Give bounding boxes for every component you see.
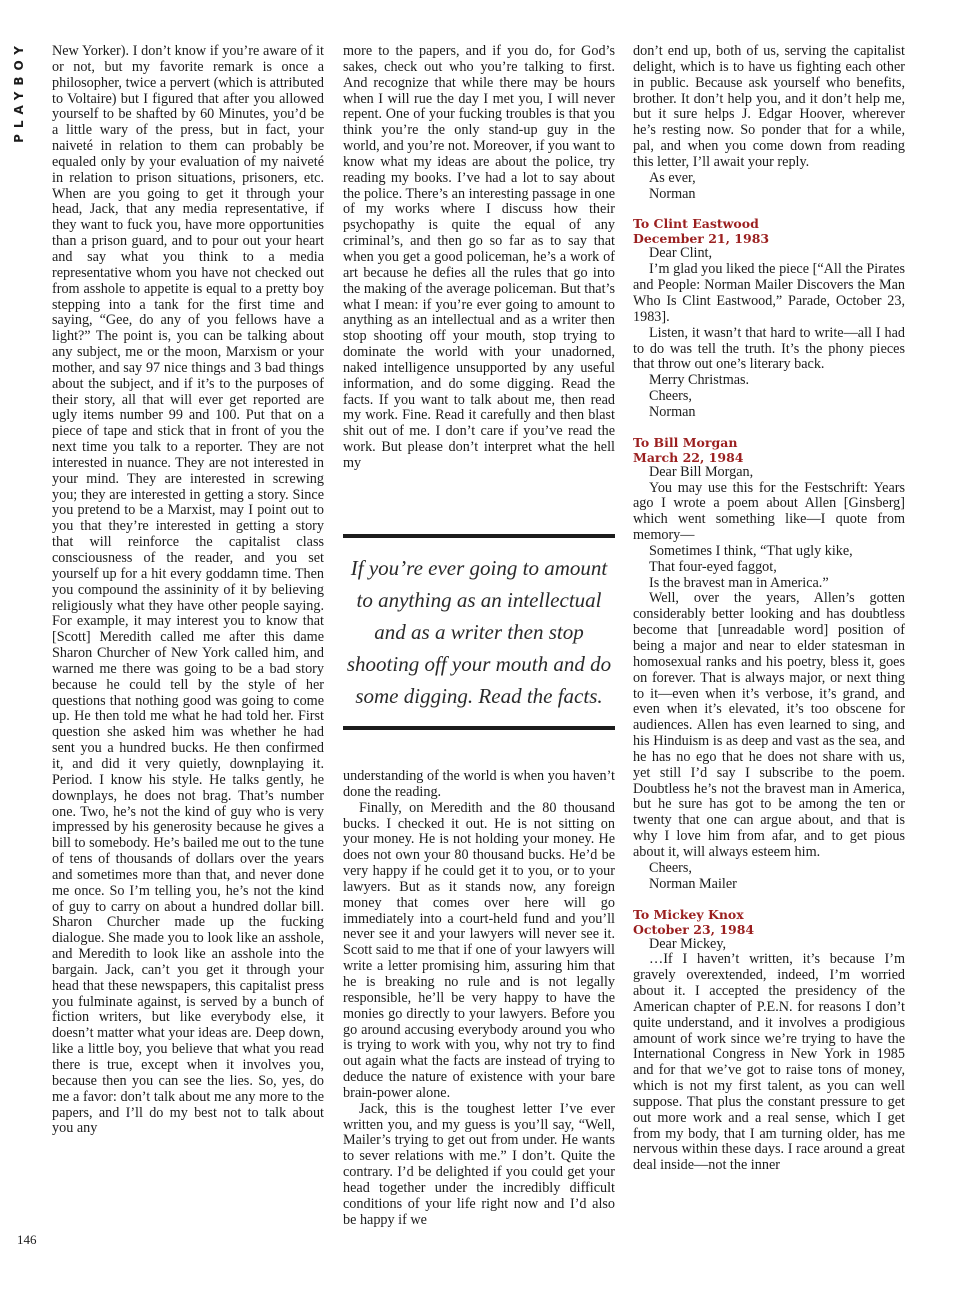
letter-recipient: To Mickey Knox: [633, 906, 744, 922]
letter-recipient: To Bill Morgan: [633, 434, 738, 450]
letter-salutation: Dear Mickey,: [649, 935, 727, 952]
letter-paragraph: You may use this for the Festschrift: Years ago I wrote a poem about Allen [Ginsberg] which went something like—I quote from memory—: [633, 479, 905, 544]
column-3: [633, 44, 905, 1174]
poem-line: That four-eyed faggot,: [649, 558, 777, 575]
letter-paragraph: Merry Christmas.: [649, 372, 750, 389]
letter-date: March 22, 1984: [633, 449, 744, 465]
letter-heading: [633, 216, 905, 246]
letter-heading: [633, 435, 905, 465]
poem-line: Is the bravest man in America.”: [649, 574, 829, 591]
column-2-text: more to the papers, and if you do, for God’s sakes, check out who you’re talking to first. And recognize that while there may be hours when I will rue the day I met you, I will never repent. One of your fucking troubles is that you think you’re the only stand-up guy in the world, and you’re not. Moreover, if you want to know what my ideas are about the police, try reading my books. I’ve had a lot to say about the police. There’s an interesting passage in one of my works where I discuss how their psychopathy is quite the equal of any criminal’s, and then go so far as to say that when you get a good policeman, he’s a work of art because he defies all the rules that go into the making of the average policeman. But that’s what I mean: if you’re ever going to amount to anything as an intellectual and as a writer then stop shooting off your mouth, stop trying to dominate the world with your unadorned, naked intelligence unsupported by any useful information, and do some digging. Read the facts. If you want to talk about me, then read my work. Fine. Read it carefully and then blast shit out of me. I don’t care if you’ve read the work. But please don’t interpret what the hell my: [343, 43, 615, 471]
pull-quote-top-rule: [343, 534, 615, 538]
column-2-continued: [343, 769, 615, 1228]
letter-close: Cheers,: [649, 859, 692, 876]
letter-paragraph: Well, over the years, Allen’s gotten considerably better looking and has doubtless become that [unreadable word] position of being a major and near to elder statesman in homosexual ranks and his poetry, bless it, goes on forever. That is always major, or next thing to it—even when it’s verbose, it’s grand, and even when it’s elevated, it’s too obscene for audiences. Allen has even learned to sing, and his Hinduism is as deep and vast as the sea, and he has no ego that he does not share with us, yet still I’d say I subscribe to the poem. Doubtless he’s not the bravest man in America, but he sure has got to be among the ten or twenty that one can argue about, and that is why I love him from afar, and to get pious about it, will always esteem him.: [633, 590, 905, 860]
pull-quote: [343, 534, 615, 754]
letter-close: Cheers,: [649, 388, 692, 405]
letter-signature: Norman: [649, 403, 696, 420]
column-1-text: New Yorker). I don’t know if you’re aware of it or not, but my favorite remark is once a philosopher, twice a pervert (which is attributed to Voltaire) but I figured that after you allowed yourself to be shafted by 60 Minutes, you’d be a little wary of the press, but in fact, your naiveté in relation to them can probably be equaled only by your evaluation of my naiveté in relation to prison situations, prisoners, etc. When are you going to get it through your head, Jack, that any media representative, if they want to fuck you, have more opportunities than a prison guard, and to pour out your heart and say what you think to a media representative whom you have not checked out from asshole to appetite is equal to a pretty boy stepping into a tank for the first time and saying, “Gee, do any of you fellows have a light?” The point is, you can be talking about any subject, me or the moon, Marxism or your mother, and say 97 nice things and 3 bad things about the subject, and if it’s to the purposes of their story, all that will ever get reported are ugly items number 99 and 100. Put that on a piece of tape and stick that in front of you the next time you talk to a reporter. They are not interested in nuance. They are not interested in your mind. They are interested in screwing you; they are interested in getting a story. Since you pretend to be a Marxist, may I point out to you that they’re interested in getting a story that will reinforce the capitalist class consciousness of the reader, and you set yourself up for a hit every goddamn time. Then you compound the assininity of it by believing religiously what they have other people saying. For example, it may interest you to know that [Scott] Meredith called me after this dame Sharon Churcher of New York called him, and warned me there was going to be a bad story because he could tell by the style of her questions that nothing good was going to come up. He then told me what he had told her. First question she asked him was whether he had sent you a hundred bucks. He then confirmed it, and did it very quietly, downplaying it. Period. I know his style. He talks gently, he downplays, he does not brag. That’s number one. Two, he’s not the kind of guy who is very impressed by his generosity because he gives a bill to somebody. He’s bailed me out to the tune of tens of thousands of dollars over the years and sometimes more than that, and never done me once. So I’m telling you, he’s not the kind of guy to carry on about a hundred dollar bill. Sharon Churcher made up the fucking dialogue. She made you to look like an asshole, and Meredith to look like an asshole into the bargain. Jack, can’t you get it through your head that these newspapers, this capitalist press you fulminate against, is served by a bunch of fiction writers, but like everybody else, it doesn’t matter what your ideas are. Deep down, like a little boy, you believe that what you read there is true, except when it involves you, because then you can see the lies. So, yes, do me a favor: don’t talk about me any more to the papers, and I’ll do my best not to talk about you any: [52, 43, 324, 1137]
column-2-paragraph: Finally, on Meredith and the 80 thousand bucks. I checked it out. He is not sitting on your money. He is not holding your money. He does not own your 80 thousand bucks. He’d be very happy if he could get it to you, or to your lawyers. But as it stands now, any foreign money that comes over here will go immediately into a court-held fund and you’ll never see it and your lawyers will never see it. Scott said to me that if one of your lawyers will write a letter promising him, assuring him that he is breaking no rule and is not legally responsible, he’ll be very happy to have the monies go directly to your lawyers. Before you go around accusing everybody around you who is trying to work with you, why not try to find out again what the facts are instead of trying to deduce the nature of existence with your bare brain-power alone.: [343, 799, 615, 1101]
letter-recipient: To Clint Eastwood: [633, 216, 759, 232]
letter-close: As ever,: [649, 169, 696, 186]
pull-quote-text: If you’re ever going to amount to anything as an intellectual and as a writer then stop shooting off your mouth and do some digging. Read the facts.: [346, 556, 612, 708]
running-head: PLAYBOY: [12, 40, 26, 143]
letter-paragraph: Listen, it wasn’t that hard to write—all I had to do was tell the truth. It’s the phony pieces that throw out one’s literary back.: [633, 324, 905, 373]
letter-heading: [633, 907, 905, 937]
column-1: [52, 44, 324, 1137]
letter-date: October 23, 1984: [633, 921, 755, 937]
column-3-opening: don’t end up, both of us, serving the capitalist delight, which is to have us fighting each other in public. Because ask yourself who benefits, brother. It don’t help you, and it don’t help me, but it sure helps J. Edgar Hoover, wherever he’s resting now. So ponder that for a while, pal, and when you come down from reading this letter, I’ll await your reply.: [633, 43, 905, 170]
letter-paragraph: I’m glad you liked the piece [“All the Pirates and People: Norman Mailer Discovers the Man Who Is Clint Eastwood,” Parade, October 23, 1983].: [633, 261, 905, 325]
letter-date: December 21, 1983: [633, 231, 770, 247]
letter-signature: Norman Mailer: [649, 875, 737, 892]
page-number: 146: [17, 1232, 37, 1247]
pull-quote-bottom-rule: [343, 726, 615, 730]
letter-salutation: Dear Clint,: [649, 245, 713, 262]
poem-line: Sometimes I think, “That ugly kike,: [649, 542, 853, 559]
letter-signature: Norman: [649, 185, 696, 202]
letter-salutation: Dear Bill Morgan,: [649, 463, 754, 480]
column-2-paragraph: understanding of the world is when you haven’t done the reading.: [343, 768, 615, 800]
column-2-paragraph: Jack, this is the toughest letter I’ve ever written you, and my guess is you’ll say, “Well, Mailer’s trying to get out from under. He wants to sever relations with me.” I don’t. Quite the contrary. I’d be delighted if you could get your head together under the incredibly difficult conditions of your life right now and I’d also be happy if we: [343, 1100, 615, 1228]
column-2: [343, 44, 615, 472]
letter-paragraph: …If I haven’t written, it’s because I’m gravely overextended, indeed, I’m worried about it. I accepted the presidency of the American chapter of P.E.N. for reasons I don’t quite understand, and it involves a prodigious amount of work since we’re trying to have the International Congress in New York in 1985 and for that we’ve got to raise tons of money, which is not my first talent, as you can well suppose. That plus the constant pressure to get out more work and a real sense, which I get from my body, that I am turning older, has me nervous within these days. I race around a great deal inside—not the inner: [633, 951, 905, 1174]
